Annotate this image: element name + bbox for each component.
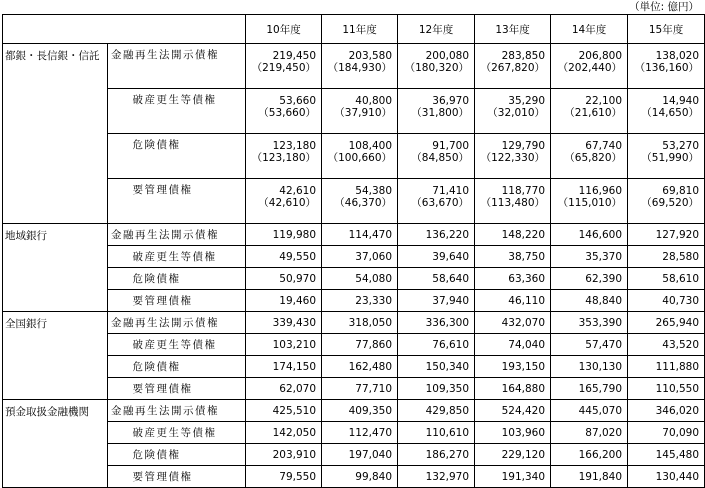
value-main: 108,400 [348,140,393,152]
table-row [3,312,705,334]
value-cell: 166,200 [551,444,628,466]
indent-cell [108,89,130,134]
value-main: 54,380 [355,185,393,197]
value-cell: 109,350 [398,378,475,400]
value-main: 118,770 [501,185,546,197]
value-cell: 37,060 [322,246,398,268]
value-sub: （37,910） [334,107,393,119]
value-sub: （21,610） [564,107,623,119]
value-cell: 49,550 [246,246,322,268]
category-label: 預金取扱金融機関 [3,400,108,488]
value-main: 138,020 [655,50,700,62]
value-cell: 77,860 [322,334,398,356]
value-main: 129,790 [501,140,546,152]
value-cell [398,89,475,134]
table-row [3,179,705,224]
item-label: 破産更生等債権 [130,246,246,268]
value-cell: 112,470 [322,422,398,444]
item-label: 破産更生等債権 [130,334,246,356]
value-cell [322,44,398,89]
table-row [3,134,705,179]
value-cell [475,179,551,224]
table-row [3,334,705,356]
value-cell: 229,120 [475,444,551,466]
value-cell: 48,840 [551,290,628,312]
value-cell: 62,070 [246,378,322,400]
item-label: 破産更生等債権 [130,422,246,444]
value-cell [322,179,398,224]
table-row [3,378,705,400]
value-cell: 318,050 [322,312,398,334]
category-label: 全国銀行 [3,312,108,400]
value-sub: （53,660） [258,107,317,119]
value-cell: 28,580 [628,246,705,268]
value-main: 91,700 [432,140,470,152]
value-cell [475,44,551,89]
value-cell [628,134,705,179]
value-cell: 346,020 [628,400,705,422]
table-row [3,466,705,488]
item-label: 金融再生法開示債権 [108,312,246,334]
value-cell: 103,960 [475,422,551,444]
indent-cell [108,134,130,179]
value-sub: （100,660） [327,152,393,164]
value-main: 69,810 [662,185,700,197]
value-sub: （184,930） [327,62,393,74]
value-cell: 432,070 [475,312,551,334]
item-label: 危険債権 [130,268,246,290]
value-sub: （122,330） [480,152,546,164]
value-cell: 43,520 [628,334,705,356]
item-label: 要管理債権 [130,290,246,312]
table-row [3,246,705,268]
value-cell: 19,460 [246,290,322,312]
table-row [3,422,705,444]
item-label: 金融再生法開示債権 [108,400,246,422]
table-row [3,268,705,290]
value-cell: 353,390 [551,312,628,334]
year-header: 12年度 [398,15,475,44]
value-cell: 77,710 [322,378,398,400]
value-cell: 58,610 [628,268,705,290]
value-cell: 445,070 [551,400,628,422]
value-main: 36,970 [432,95,470,107]
value-main: 116,960 [578,185,623,197]
value-cell: 127,920 [628,224,705,246]
indent-cell [108,422,130,444]
value-cell [628,179,705,224]
value-cell: 74,040 [475,334,551,356]
unit-label: （単位: 億円） [629,1,699,13]
table-row [3,224,705,246]
value-cell: 165,790 [551,378,628,400]
value-sub: （65,820） [564,152,623,164]
value-cell: 79,550 [246,466,322,488]
item-label: 要管理債権 [130,466,246,488]
table-row [3,444,705,466]
value-cell: 429,850 [398,400,475,422]
value-cell: 54,080 [322,268,398,290]
value-sub: （123,180） [251,152,317,164]
value-main: 53,660 [279,95,317,107]
indent-cell [108,268,130,290]
item-label: 要管理債権 [130,378,246,400]
value-cell [475,134,551,179]
value-cell: 150,340 [398,356,475,378]
year-header: 11年度 [322,15,398,44]
value-main: 200,080 [425,50,470,62]
indent-cell [108,466,130,488]
value-cell [551,134,628,179]
value-cell [398,44,475,89]
value-cell: 409,350 [322,400,398,422]
value-cell: 114,470 [322,224,398,246]
value-main: 42,610 [279,185,317,197]
value-cell: 111,880 [628,356,705,378]
value-main: 22,100 [585,95,623,107]
value-cell: 146,600 [551,224,628,246]
value-cell [246,134,322,179]
value-cell: 339,430 [246,312,322,334]
value-main: 53,270 [662,140,700,152]
year-header: 13年度 [475,15,551,44]
value-cell: 46,110 [475,290,551,312]
value-cell: 336,300 [398,312,475,334]
indent-cell [108,378,130,400]
value-cell [398,179,475,224]
value-cell: 110,550 [628,378,705,400]
header-row [3,15,705,44]
value-cell: 142,050 [246,422,322,444]
value-cell: 63,360 [475,268,551,290]
table-row [3,400,705,422]
value-sub: （219,450） [251,62,317,74]
value-cell: 110,610 [398,422,475,444]
value-cell: 174,150 [246,356,322,378]
value-sub: （32,010） [487,107,546,119]
value-cell: 203,910 [246,444,322,466]
year-header: 14年度 [551,15,628,44]
value-sub: （63,670） [411,197,470,209]
value-main: 67,740 [585,140,623,152]
value-main: 35,290 [508,95,546,107]
value-sub: （84,850） [411,152,470,164]
value-cell: 87,020 [551,422,628,444]
value-cell: 145,480 [628,444,705,466]
value-main: 71,410 [432,185,470,197]
item-label: 金融再生法開示債権 [108,44,246,89]
value-cell: 162,480 [322,356,398,378]
year-header: 10年度 [246,15,322,44]
value-cell [551,89,628,134]
value-cell: 50,970 [246,268,322,290]
indent-cell [108,179,130,224]
value-cell [322,89,398,134]
value-main: 206,800 [578,50,623,62]
value-sub: （267,820） [480,62,546,74]
value-sub: （42,610） [258,197,317,209]
value-cell: 130,440 [628,466,705,488]
value-sub: （202,440） [557,62,623,74]
value-cell: 132,970 [398,466,475,488]
value-cell: 76,610 [398,334,475,356]
value-sub: （51,990） [641,152,700,164]
value-cell [398,134,475,179]
value-cell: 37,940 [398,290,475,312]
value-cell: 524,420 [475,400,551,422]
value-main: 14,940 [662,95,700,107]
indent-cell [108,356,130,378]
item-label: 危険債権 [130,444,246,466]
category-label: 都銀・長信銀・信託 [3,44,108,224]
table-row [3,89,705,134]
value-cell [246,44,322,89]
indent-cell [108,246,130,268]
value-cell: 23,330 [322,290,398,312]
value-sub: （113,480） [480,197,546,209]
value-cell [246,179,322,224]
value-cell: 148,220 [475,224,551,246]
value-cell: 186,270 [398,444,475,466]
value-cell: 40,730 [628,290,705,312]
value-cell: 136,220 [398,224,475,246]
value-cell: 35,370 [551,246,628,268]
value-cell: 57,470 [551,334,628,356]
value-cell: 62,390 [551,268,628,290]
year-header: 15年度 [628,15,705,44]
value-sub: （46,370） [334,197,393,209]
value-cell: 130,130 [551,356,628,378]
indent-cell [108,444,130,466]
value-cell: 425,510 [246,400,322,422]
value-cell: 99,840 [322,466,398,488]
value-cell [475,89,551,134]
value-cell: 191,840 [551,466,628,488]
indent-cell [108,334,130,356]
value-cell: 164,880 [475,378,551,400]
value-main: 283,850 [501,50,546,62]
value-cell [246,89,322,134]
value-cell: 265,940 [628,312,705,334]
value-main: 203,580 [348,50,393,62]
value-cell: 119,980 [246,224,322,246]
header-blank [3,15,246,44]
bad-loans-table [2,14,705,488]
value-cell [628,44,705,89]
item-label: 破産更生等債権 [130,89,246,134]
value-cell: 70,090 [628,422,705,444]
value-sub: （14,650） [641,107,700,119]
value-sub: （115,010） [557,197,623,209]
indent-cell [108,290,130,312]
value-cell: 38,750 [475,246,551,268]
category-label: 地域銀行 [3,224,108,312]
value-sub: （136,160） [634,62,700,74]
table-row [3,356,705,378]
value-cell: 197,040 [322,444,398,466]
item-label: 危険債権 [130,134,246,179]
value-sub: （180,320） [404,62,470,74]
value-main: 123,180 [272,140,317,152]
item-label: 要管理債権 [130,179,246,224]
table-row [3,290,705,312]
value-cell: 103,210 [246,334,322,356]
item-label: 金融再生法開示債権 [108,224,246,246]
value-cell: 58,640 [398,268,475,290]
value-cell: 193,150 [475,356,551,378]
value-cell [551,179,628,224]
value-cell [322,134,398,179]
value-sub: （69,520） [641,197,700,209]
value-cell [551,44,628,89]
table-row [3,44,705,89]
value-main: 40,800 [355,95,393,107]
item-label: 危険債権 [130,356,246,378]
value-cell: 39,640 [398,246,475,268]
value-sub: （31,800） [411,107,470,119]
value-main: 219,450 [272,50,317,62]
value-cell: 191,340 [475,466,551,488]
value-cell [628,89,705,134]
